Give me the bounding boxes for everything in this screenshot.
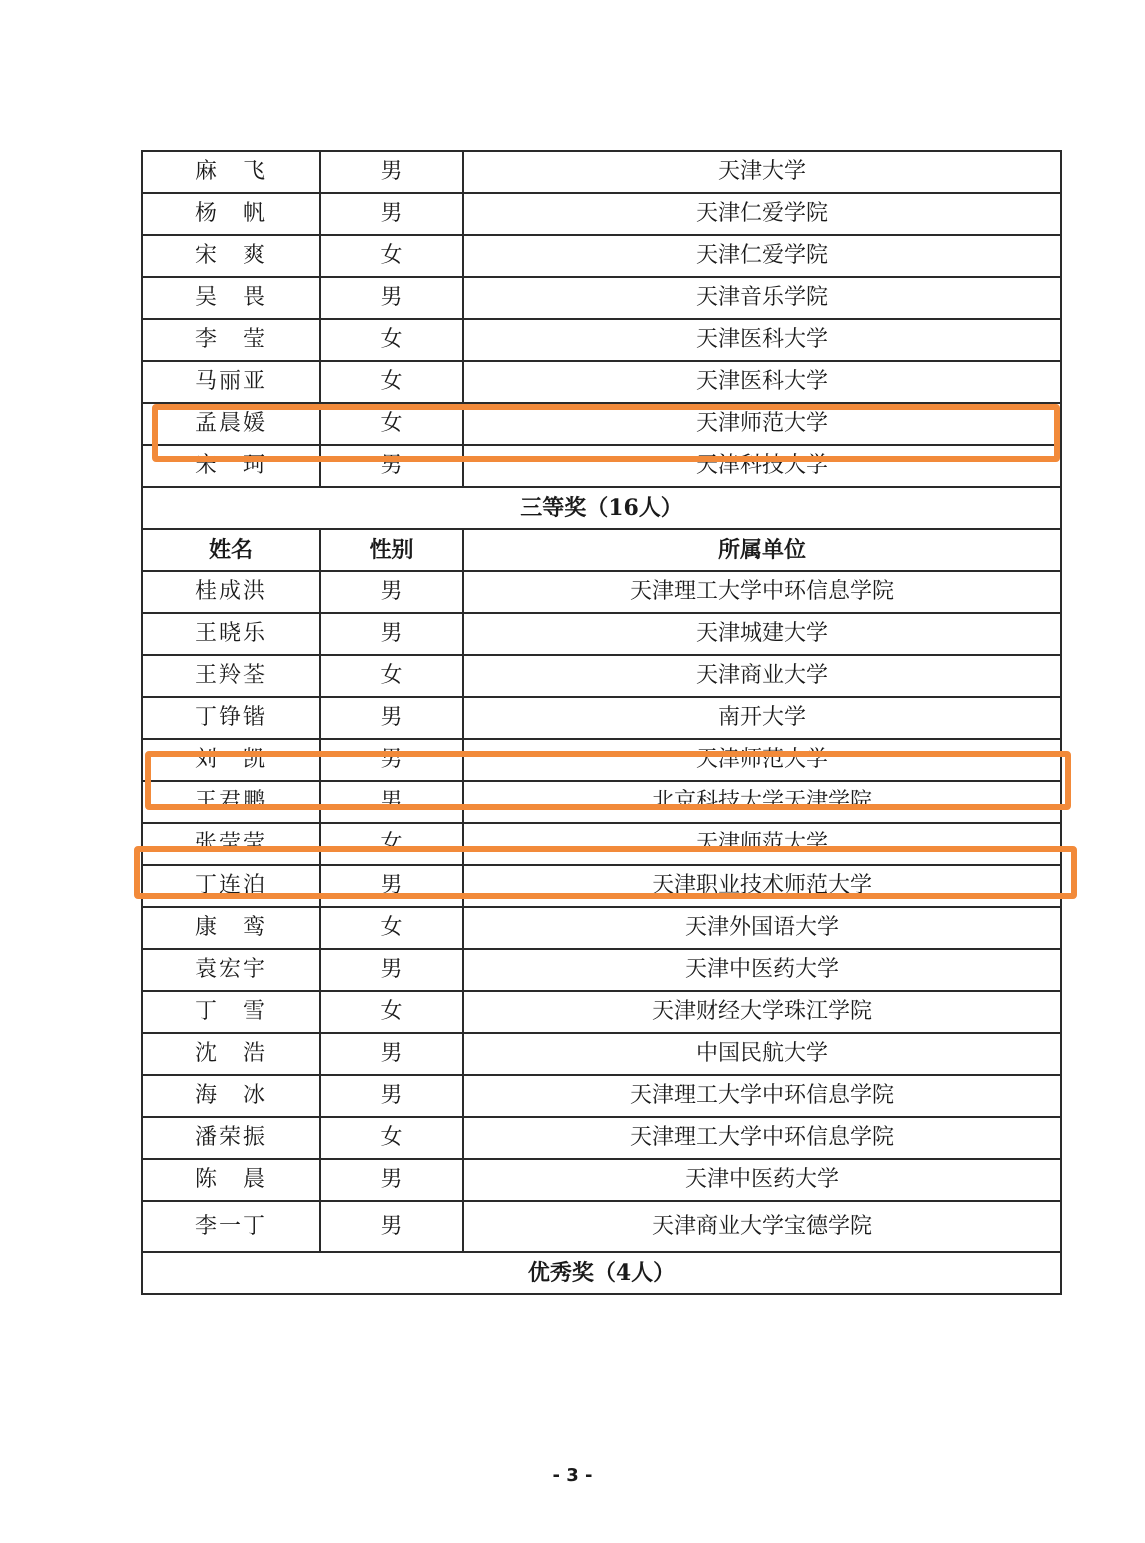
third-prize-section — [142, 487, 1061, 529]
table-row — [142, 193, 1061, 235]
table-row — [142, 319, 1061, 361]
name-cell: 沈 浩 — [142, 1033, 320, 1075]
name-cell: 李一丁 — [142, 1201, 320, 1252]
unit-cell: 天津理工大学中环信息学院 — [463, 1117, 1061, 1159]
table-row — [142, 907, 1061, 949]
name-cell: 吴 畏 — [142, 277, 320, 319]
table-row — [142, 571, 1061, 613]
gender-cell: 女 — [320, 655, 463, 697]
table-row — [142, 739, 1061, 781]
gender-cell: 男 — [320, 781, 463, 823]
gender-cell: 男 — [320, 613, 463, 655]
unit-cell: 天津医科大学 — [463, 361, 1061, 403]
gender-cell: 女 — [320, 907, 463, 949]
gender-cell: 男 — [320, 445, 463, 487]
gender-cell: 男 — [320, 697, 463, 739]
name-cell: 麻 飞 — [142, 151, 320, 193]
name-cell: 张莹莹 — [142, 823, 320, 865]
table-row — [142, 823, 1061, 865]
header-gender: 性别 — [320, 529, 463, 571]
name-cell: 刘 凯 — [142, 739, 320, 781]
unit-cell: 天津中医药大学 — [463, 949, 1061, 991]
name-cell: 王君鹏 — [142, 781, 320, 823]
table-row — [142, 1159, 1061, 1201]
table-row — [142, 277, 1061, 319]
unit-cell: 天津科技大学 — [463, 445, 1061, 487]
gender-cell: 男 — [320, 277, 463, 319]
table-row — [142, 655, 1061, 697]
table-row — [142, 991, 1061, 1033]
name-cell: 孟晨媛 — [142, 403, 320, 445]
gender-cell: 女 — [320, 991, 463, 1033]
unit-cell: 天津音乐学院 — [463, 277, 1061, 319]
unit-cell: 天津师范大学 — [463, 739, 1061, 781]
table-row — [142, 1033, 1061, 1075]
unit-cell: 天津外国语大学 — [463, 907, 1061, 949]
page-number: - 3 - — [552, 1465, 593, 1486]
name-cell: 潘荣振 — [142, 1117, 320, 1159]
unit-cell: 天津理工大学中环信息学院 — [463, 1075, 1061, 1117]
unit-cell: 天津师范大学 — [463, 823, 1061, 865]
table-row — [142, 151, 1061, 193]
table-row — [142, 403, 1061, 445]
gender-cell: 女 — [320, 361, 463, 403]
name-cell: 丁铮锴 — [142, 697, 320, 739]
gender-cell: 男 — [320, 1159, 463, 1201]
third-prize-section-title: 三等奖（16人） — [142, 487, 1061, 529]
table-row — [142, 865, 1061, 907]
header-name: 姓名 — [142, 529, 320, 571]
name-cell: 杨 帆 — [142, 193, 320, 235]
gender-cell: 男 — [320, 571, 463, 613]
gender-cell: 男 — [320, 949, 463, 991]
name-cell: 丁连泊 — [142, 865, 320, 907]
gender-cell: 女 — [320, 235, 463, 277]
unit-cell: 天津商业大学 — [463, 655, 1061, 697]
unit-cell: 北京科技大学天津学院 — [463, 781, 1061, 823]
gender-cell: 女 — [320, 823, 463, 865]
name-cell: 桂成洪 — [142, 571, 320, 613]
unit-cell: 天津职业技术师范大学 — [463, 865, 1061, 907]
award-list-table — [141, 150, 1062, 1295]
excellence-prize-section — [142, 1252, 1061, 1294]
table-header-row — [142, 529, 1061, 571]
table-row — [142, 1075, 1061, 1117]
gender-cell: 女 — [320, 319, 463, 361]
gender-cell: 男 — [320, 1075, 463, 1117]
unit-cell: 天津医科大学 — [463, 319, 1061, 361]
unit-cell: 天津城建大学 — [463, 613, 1061, 655]
unit-cell: 天津仁爱学院 — [463, 193, 1061, 235]
table-row — [142, 949, 1061, 991]
name-cell: 海 冰 — [142, 1075, 320, 1117]
unit-cell: 天津师范大学 — [463, 403, 1061, 445]
gender-cell: 男 — [320, 1201, 463, 1252]
gender-cell: 男 — [320, 739, 463, 781]
unit-cell: 天津大学 — [463, 151, 1061, 193]
unit-cell: 天津商业大学宝德学院 — [463, 1201, 1061, 1252]
gender-cell: 男 — [320, 193, 463, 235]
name-cell: 李 莹 — [142, 319, 320, 361]
name-cell: 陈 晨 — [142, 1159, 320, 1201]
unit-cell: 天津中医药大学 — [463, 1159, 1061, 1201]
award-table-body — [142, 151, 1061, 1294]
gender-cell: 女 — [320, 1117, 463, 1159]
unit-cell: 天津理工大学中环信息学院 — [463, 571, 1061, 613]
table-row — [142, 1201, 1061, 1252]
gender-cell: 男 — [320, 865, 463, 907]
name-cell: 王羚荃 — [142, 655, 320, 697]
name-cell: 马丽亚 — [142, 361, 320, 403]
table-row — [142, 235, 1061, 277]
name-cell: 宋 珂 — [142, 445, 320, 487]
gender-cell: 女 — [320, 403, 463, 445]
table-row — [142, 697, 1061, 739]
unit-cell: 中国民航大学 — [463, 1033, 1061, 1075]
table-row — [142, 361, 1061, 403]
table-row — [142, 445, 1061, 487]
unit-cell: 天津仁爱学院 — [463, 235, 1061, 277]
name-cell: 丁 雪 — [142, 991, 320, 1033]
table-row — [142, 1117, 1061, 1159]
name-cell: 康 鸾 — [142, 907, 320, 949]
name-cell: 宋 爽 — [142, 235, 320, 277]
table-row — [142, 781, 1061, 823]
name-cell: 王晓乐 — [142, 613, 320, 655]
table-row — [142, 613, 1061, 655]
unit-cell: 天津财经大学珠江学院 — [463, 991, 1061, 1033]
gender-cell: 男 — [320, 151, 463, 193]
gender-cell: 男 — [320, 1033, 463, 1075]
excellence-prize-section-title: 优秀奖（4人） — [142, 1252, 1061, 1294]
name-cell: 袁宏宇 — [142, 949, 320, 991]
unit-cell: 南开大学 — [463, 697, 1061, 739]
header-unit: 所属单位 — [463, 529, 1061, 571]
